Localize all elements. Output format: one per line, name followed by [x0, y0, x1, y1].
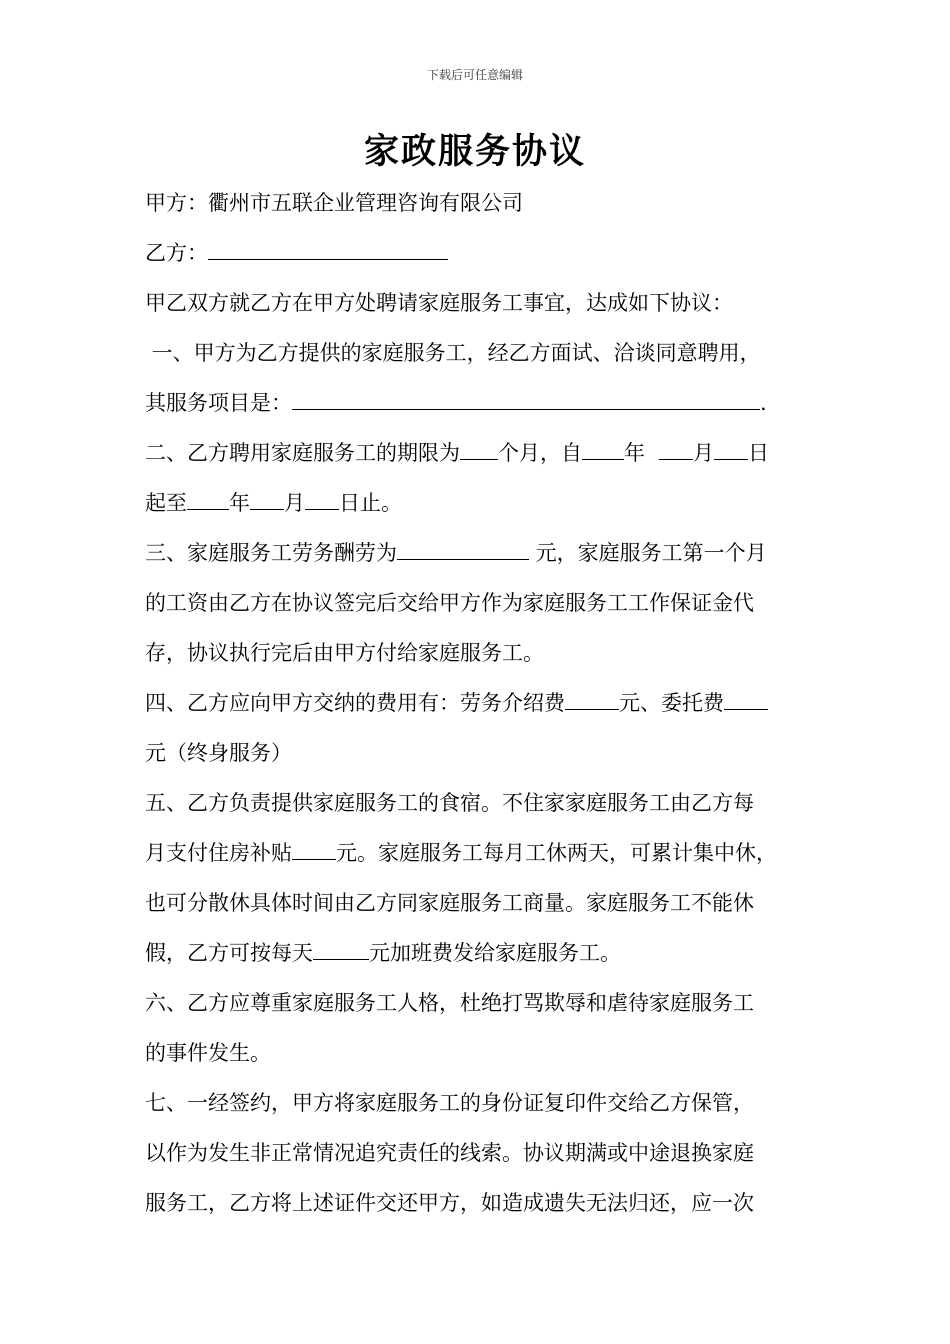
- blank-field[interactable]: [292, 393, 760, 410]
- blank-field[interactable]: [659, 443, 693, 460]
- clause-5-line-3: [145, 878, 825, 928]
- clause-4-line-2: [145, 728, 825, 778]
- clause-1-line-1: [145, 328, 825, 378]
- blank-field[interactable]: [397, 543, 529, 560]
- intro-line: [145, 278, 825, 328]
- text-span: 假，乙方可按每天: [145, 941, 313, 965]
- text-span: 也可分散休具体时间由乙方同家庭服务工商量。家庭服务工不能休: [145, 891, 754, 915]
- blank-field[interactable]: [208, 243, 448, 260]
- blank-field[interactable]: [250, 493, 284, 510]
- text-span: 月: [284, 491, 305, 515]
- clause-6-line-1: [145, 978, 825, 1028]
- text-span: 日止。: [339, 491, 402, 515]
- text-span: 服务工，乙方将上述证件交还甲方，如造成遗失无法归还，应一次: [145, 1191, 754, 1215]
- text-span: 月: [693, 441, 714, 465]
- text-span: 月支付住房补贴: [145, 841, 292, 865]
- text-span: 的工资由乙方在协议签完后交给甲方作为家庭服务工工作保证金代: [145, 591, 754, 615]
- text-span: 元，家庭服务工第一个月: [529, 541, 767, 565]
- clause-6-line-2: [145, 1028, 825, 1078]
- text-span: 乙方：: [145, 241, 208, 265]
- text-span: 元加班费发给家庭服务工。: [369, 941, 621, 965]
- party-b-line: [145, 228, 825, 278]
- clause-4-line-1: [145, 678, 825, 728]
- text-span: 三、家庭服务工劳务酬劳为: [145, 541, 397, 565]
- text-span: 以作为发生非正常情况追究责任的线索。协议期满或中途退换家庭: [145, 1141, 754, 1165]
- text-span: 甲方：衢州市五联企业管理咨询有限公司: [145, 191, 523, 215]
- clause-5-line-2: [145, 828, 825, 878]
- text-span: 四、乙方应向甲方交纳的费用有：劳务介绍费: [145, 691, 565, 715]
- clause-2-line-2: [145, 478, 825, 528]
- text-span: 个月，自: [498, 441, 582, 465]
- text-span: 元（终身服务）: [145, 741, 292, 765]
- page-title: 家政服务协议: [363, 131, 586, 172]
- text-span: 七、一经签约，甲方将家庭服务工的身份证复印件交给乙方保管，: [145, 1091, 754, 1115]
- party-a-line: [145, 178, 825, 228]
- header-note: 下载后可任意编辑: [426, 68, 523, 82]
- text-span: 存，协议执行完后由甲方付给家庭服务工。: [145, 641, 544, 665]
- text-span: 年: [229, 491, 250, 515]
- text-span: 甲乙双方就乙方在甲方处聘请家庭服务工事宜，达成如下协议：: [145, 291, 733, 315]
- blank-field[interactable]: [313, 943, 369, 960]
- text-span: 其服务项目是：: [145, 391, 292, 415]
- blank-field[interactable]: [582, 443, 624, 460]
- clause-7-line-3: [145, 1178, 825, 1228]
- blank-field[interactable]: [724, 693, 768, 710]
- clause-7-line-2: [145, 1128, 825, 1178]
- clause-3-line-1: [145, 528, 825, 578]
- clause-3-line-2: [145, 578, 825, 628]
- blank-field[interactable]: [292, 843, 336, 860]
- text-span: 年: [624, 441, 645, 465]
- clause-3-line-3: [145, 628, 825, 678]
- document-body: [145, 178, 825, 1228]
- blank-field[interactable]: [305, 493, 339, 510]
- clause-7-line-1: [145, 1078, 825, 1128]
- clause-1-line-2: [145, 378, 825, 428]
- text-span: 元、委托费: [619, 691, 724, 715]
- text-span: 元。家庭服务工每月工休两天，可累计集中休，: [336, 841, 777, 865]
- text-span: 起至: [145, 491, 187, 515]
- blank-field[interactable]: [714, 443, 748, 460]
- text-span: 二、乙方聘用家庭服务工的期限为: [145, 441, 460, 465]
- text-span: .: [760, 391, 767, 415]
- clause-5-line-4: [145, 928, 825, 978]
- text-span: 五、乙方负责提供家庭服务工的食宿。不住家家庭服务工由乙方每: [145, 791, 754, 815]
- blank-field[interactable]: [460, 443, 498, 460]
- blank-field[interactable]: [565, 693, 619, 710]
- clause-2-line-1: [145, 428, 825, 478]
- text-span: 一、甲方为乙方提供的家庭服务工，经乙方面试、洽谈同意聘用，: [145, 341, 761, 365]
- text-span: 的事件发生。: [145, 1041, 271, 1065]
- text-span: 六、乙方应尊重家庭服务工人格，杜绝打骂欺辱和虐待家庭服务工: [145, 991, 754, 1015]
- clause-5-line-1: [145, 778, 825, 828]
- blank-field[interactable]: [187, 493, 229, 510]
- text-span: 日: [748, 441, 769, 465]
